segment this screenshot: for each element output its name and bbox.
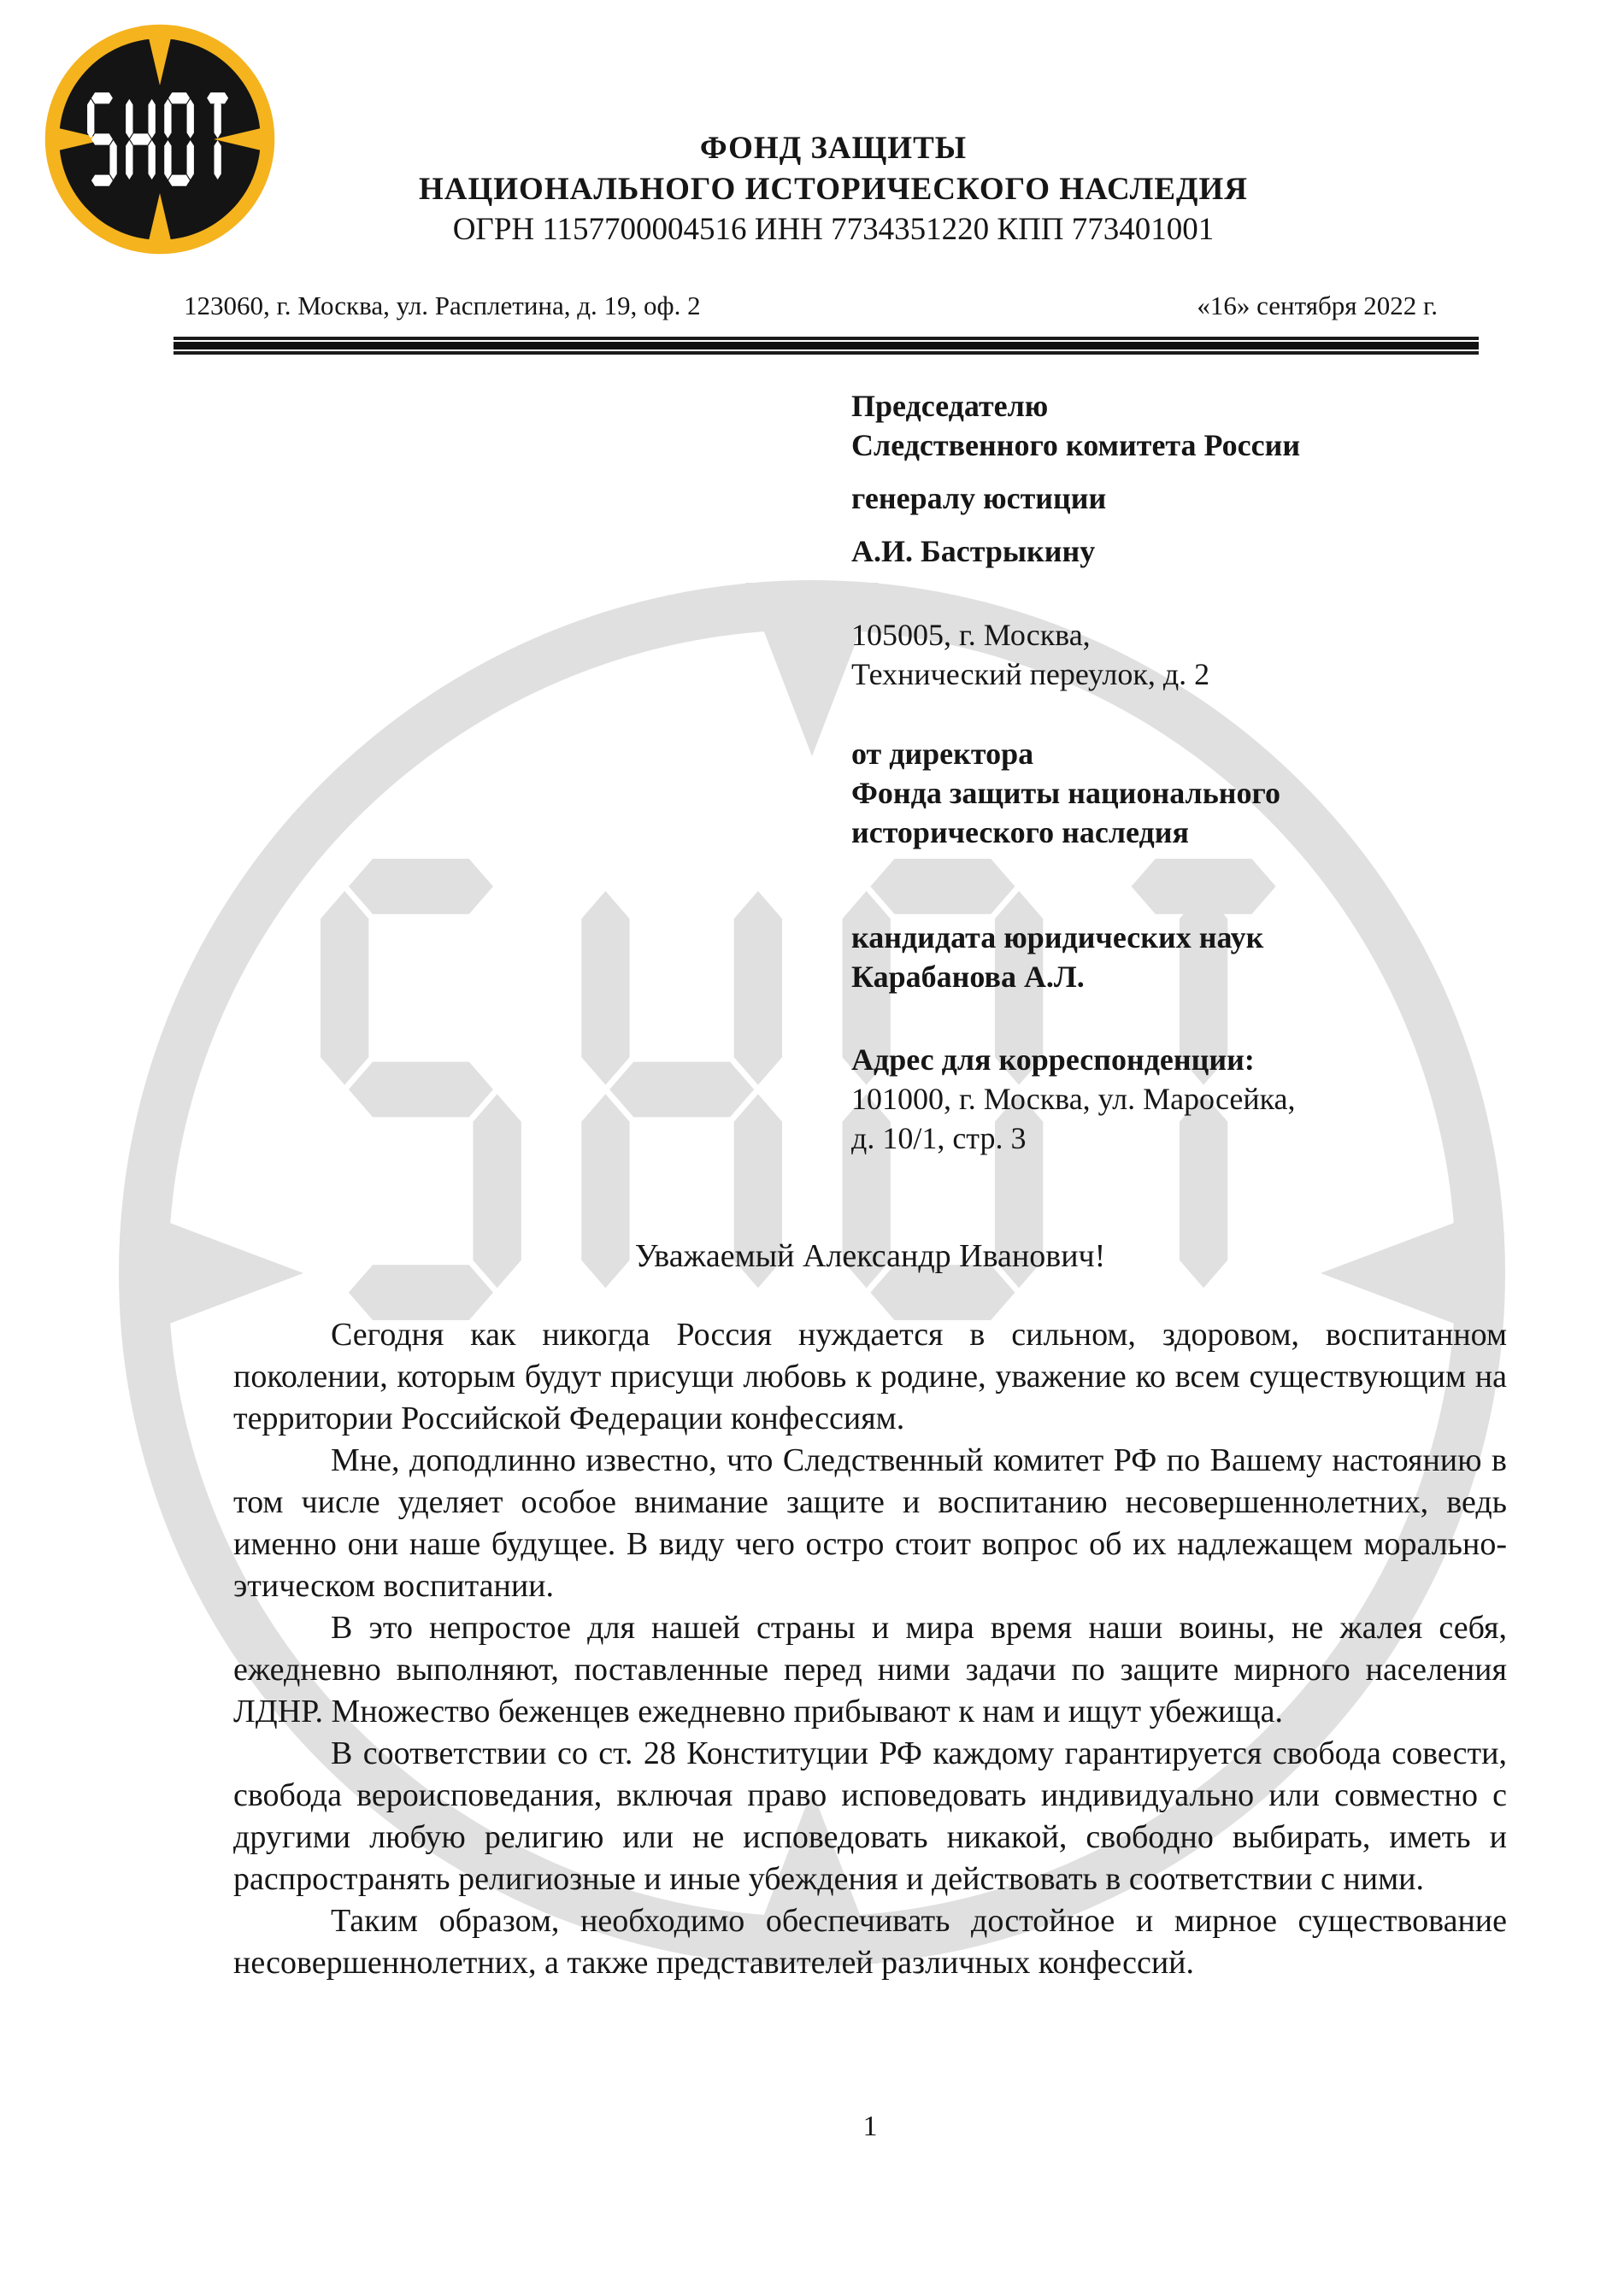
- letter-date: «16» сентября 2022 г.: [1197, 291, 1438, 320]
- header-rule: [174, 337, 1479, 355]
- body-paragraph: Мне, доподлинно известно, что Следственный комитет РФ по Вашему настоянию в том числе уделяет особое внимание защите и воспитанию несовершеннолетних, ведь именно они наше будущее. В виду чего остро стоит вопрос об их надлежащем морально-этическом воспитании.: [233, 1442, 1507, 1604]
- recipient-title-line: Председателю: [851, 389, 1049, 423]
- sender-role-line2: Фонда защиты национального: [851, 776, 1280, 810]
- body-paragraph: В соответствии со ст. 28 Конституции РФ каждому гарантируется свобода совести, свобода вероисповедания, включая право исповедовать индивидуально или совместно с другими любую религию или не исповедовать никакой, свободно выбирать, иметь и распространять религиозные и иные убеждения и действовать в соответствии с ними.: [233, 1735, 1507, 1897]
- recipient-rank-line: генералу юстиции: [851, 481, 1107, 515]
- salutation: Уважаемый Александр Иванович!: [634, 1238, 1106, 1274]
- org-registration-line: ОГРН 1157700004516 ИНН 7734351220 КПП 773401001: [452, 212, 1215, 247]
- correspondence-address-line2: д. 10/1, стр. 3: [851, 1121, 1027, 1155]
- recipient-name-line: А.И. Бастрыкину: [851, 534, 1096, 568]
- rule-thin-bottom: [174, 351, 1479, 355]
- sender-role-line1: от директора: [851, 737, 1034, 771]
- page-number: 1: [862, 2111, 878, 2142]
- body-paragraph: В это непростое для нашей страны и мира время наши воины, не жалея себя, ежедневно выполняют, поставленные перед ними задачи по защите мирного населения ЛДНР. Множество беженцев ежедневно прибывают к нам и ищут убежища.: [233, 1610, 1507, 1729]
- org-name-line1: ФОНД ЗАЩИТЫ: [699, 131, 968, 166]
- recipient-org-line: Следственного комитета России: [851, 428, 1301, 462]
- correspondence-label: Адрес для корреспонденции:: [851, 1042, 1255, 1077]
- org-header: [115, 128, 1551, 250]
- correspondence-address-line1: 101000, г. Москва, ул. Маросейка,: [851, 1082, 1296, 1116]
- meta-row: [184, 291, 1438, 321]
- sender-name-line: Карабанова А.Л.: [851, 960, 1085, 994]
- sender-address: 123060, г. Москва, ул. Расплетина, д. 19, оф. 2: [184, 291, 701, 320]
- recipient-block: [851, 386, 1450, 1158]
- body-paragraph: Таким образом, необходимо обеспечивать достойное и мирное существование несовершеннолетних, а также представителей различных конфессий.: [233, 1903, 1507, 1981]
- recipient-address-line2: Технический переулок, д. 2: [851, 657, 1210, 691]
- rule-thick: [174, 342, 1479, 349]
- sender-degree-line: кандидата юридических наук: [851, 920, 1264, 954]
- org-name-line2: НАЦИОНАЛЬНОГО ИСТОРИЧЕСКОГО НАСЛЕДИЯ: [419, 172, 1248, 207]
- body-paragraph: Сегодня как никогда Россия нуждается в сильном, здоровом, воспитанном поколении, которым будут присущи любовь к родине, уважение ко всем существующим на территории Российской Федерации конфессиям.: [233, 1317, 1507, 1436]
- letter-body: [233, 1314, 1507, 1984]
- sender-role-line3: исторического наследия: [851, 815, 1189, 849]
- recipient-address-line1: 105005, г. Москва,: [851, 618, 1091, 652]
